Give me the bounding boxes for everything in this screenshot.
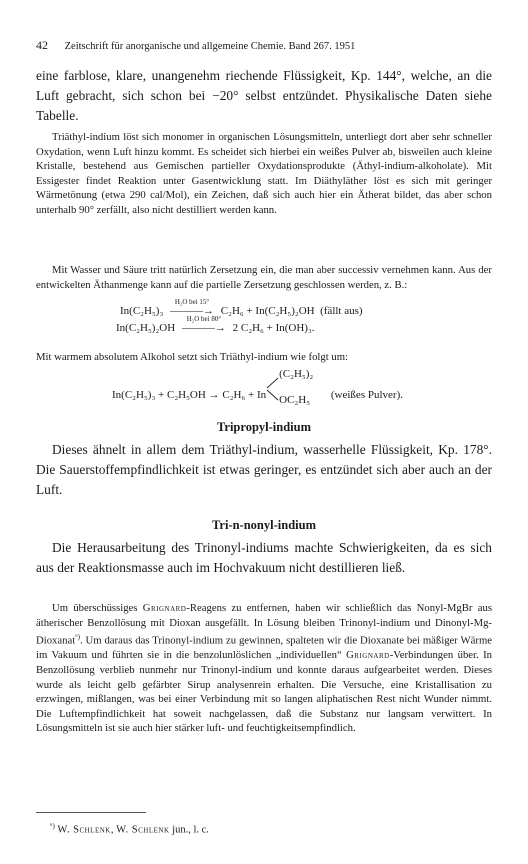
- text-run: -Reagens zu entfernen, haben wir schließlich das Nonyl-MgBr aus ätherischer Benzollösung mit Dioxan ausgefällt. In Lösung bleiben Trinonyl-indium und Dinonyl-Mg-Dioxanat: [36, 602, 492, 647]
- text-run: Um überschüssiges: [52, 602, 143, 614]
- tripropyl-paragraph: Dieses ähnelt in allem dem Triäthyl-indium, wasserhelle Flüssigkeit, Kp. 178°. Die Sauerstoffempfindlichkeit ist etwas geringer, es entzündet sich aber auch an der Luft.: [36, 442, 492, 497]
- triethyl-paragraph-2: Mit Wasser und Säure tritt natürlich Zersetzung ein, die man aber successiv vernehmen kann. Aus der entwickelten Äthanmenge kann auf die partielle Zersetzung geschlossen werden, z. B.:: [36, 264, 492, 291]
- equation-3: [112, 368, 403, 410]
- heading-tripropyl: Tripropyl-indium: [216, 420, 311, 434]
- author-name: Grignard: [142, 602, 187, 614]
- footnote-mark: ⁶): [50, 822, 55, 830]
- equation-3-lower: OC₂H₅: [279, 394, 311, 406]
- running-header: [36, 38, 492, 53]
- equation-2-lhs: In(C₂H₅)₂OH: [116, 322, 176, 334]
- footnote-author-1: W. Schlenk: [57, 824, 111, 836]
- footnote-ref: ⁶): [75, 633, 80, 642]
- equation-3-upper: (C₂H₅)₂: [279, 368, 314, 380]
- equation-2-condition: H₂O bei 80°: [186, 315, 222, 323]
- trinonyl-detail-paragraph: [36, 601, 492, 736]
- footnote-author-2: W. Schlenk: [116, 824, 170, 836]
- equation-1: [120, 298, 363, 317]
- heading-trinonyl: Tri-n-nonyl-indium: [212, 518, 316, 532]
- equation-2: [116, 315, 315, 334]
- equation-3-note: (weißes Pulver).: [330, 388, 403, 401]
- equation-3-lhs: In(C₂H₅)₃ + C₂H₅OH → C₂H₆ + In: [112, 388, 267, 401]
- equation-2-rhs: 2 C₂H₆ + In(OH)₃.: [232, 322, 315, 334]
- footnote: [50, 822, 209, 836]
- equation-1-condition: H₂O bei 15°: [174, 298, 210, 306]
- text-run: ,: [110, 824, 117, 836]
- footnote-tail: jun., l. c.: [169, 824, 209, 836]
- branch-lines: [266, 374, 280, 404]
- alcohol-line: Mit warmem absolutem Alkohol setzt sich Triäthyl-indium wie folgt um:: [36, 351, 348, 363]
- reaction-arrow: H₂O bei 80° ———→: [178, 322, 230, 334]
- running-title: Zeitschrift für anorganische und allgemeine Chemie. Band 267. 1951: [64, 41, 356, 52]
- page-number: 42: [36, 38, 48, 52]
- trinonyl-paragraph: Die Herausarbeitung des Trinonyl-indiums machte Schwierigkeiten, da es sich aus der Reaktionsmasse auch im Hochvakuum nicht destillieren ließ.: [36, 540, 492, 575]
- text-run: . Um daraus das Trinonyl-indium zu gewinnen, spalteten wir die Dioxanate bei mäßiger Wärme im Vakuum und führten sie in die benzolunlöslichen „individuellen“: [36, 634, 492, 662]
- author-name: Grignard: [346, 649, 390, 662]
- equation-1-lhs: In(C₂H₅)₃: [120, 305, 164, 317]
- triethyl-paragraph-1: Triäthyl-indium löst sich monomer in organischen Lösungsmitteln, unterliegt dort aber sehr schneller Oxydation, wenn Luft hinzu kommt. Es scheidet sich hierbei ein weißes Pulver ab, bisweilen auch kleine Kristalle, bestehend aus Gemischen partieller Oxydationsprodukte (Äthyl-indium-alkoholate). Mit Essigester findet Reaktion unter Gasentwicklung statt. Im Diäthyläther löst es sich mit geringer Wärmetönung (etwa 290 cal/Mol), ein Zeichen, daß sich auch hier ein Ätherat bildet, das aber schon unterhalb 90° zerfällt, also nicht destilliert werden kann.: [36, 131, 492, 216]
- reaction-arrow: H₂O bei 15° ———→: [166, 305, 218, 317]
- intro-paragraph: eine farblose, klare, unangenehm riechende Flüssigkeit, Kp. 144°, welche, an die Luft gebracht, sich schon bei −20° selbst entzündet. Physikalische Daten siehe Tabelle.: [36, 68, 492, 123]
- equation-1-note: (fällt aus): [320, 305, 363, 317]
- equation-1-rhs: C₂H₆ + In(C₂H₅)₂OH: [220, 305, 315, 317]
- text-run: -Verbindungen über. In Benzollösung verblieb nunmehr nur Trinonyl-indium und konnte daraus aufgearbeitet werden. Dieses wurde als leicht gelb gefärbter Sirup analysenrein erhalten. Die Versuche, eine Kristallisation zu erzwingen, mißlangen, was bei einer Verbindung mit so langen aliphatischen Rest nicht Wunder nimmt. Die Luftempfindlichkeit hat soweit nachgelassen, daß die Substanz nur langsam verwittert. In Lösungsmitteln ist sie auch hier stärker luft- und feuchtigkeitsempfindlich.: [36, 649, 492, 735]
- footnote-divider: [36, 812, 146, 813]
- equation-3-substituents: [266, 368, 328, 406]
